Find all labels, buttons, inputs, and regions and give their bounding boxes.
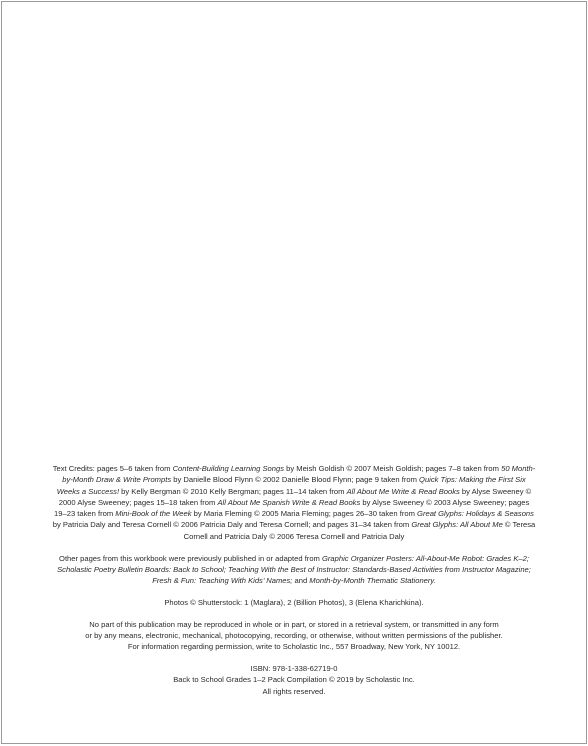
title-italic: Quick Tips: Making the First Six Weeks a Success! bbox=[56, 475, 526, 496]
text-credits bbox=[52, 463, 536, 542]
isbn: ISBN: 978-1-338-62719-0 bbox=[250, 664, 338, 674]
photo-credits: Photos © Shutterstock: 1 (Maglara), 2 (Billion Photos), 3 (Elena Kharichkina). bbox=[164, 597, 424, 607]
rights-line-1: No part of this publication may be reproduced in whole or in part, or stored in a retrieval system, or transmitted in any form bbox=[89, 619, 499, 629]
text-run: by Danielle Blood Flynn © 2002 Danielle Blood Flynn; page 9 taken from bbox=[171, 475, 420, 485]
title-italic: Month-by-Month Thematic Stationery. bbox=[309, 576, 436, 586]
text-run: Text Credits: pages 5–6 taken from bbox=[52, 464, 173, 473]
credits-block bbox=[52, 463, 536, 697]
title-italic: Mini-Book of the Week bbox=[115, 509, 192, 519]
other-pages-credits bbox=[52, 553, 536, 587]
text-run: by Maria Fleming © 2005 Maria Fleming; pages 26–30 taken from bbox=[191, 509, 418, 519]
title-italic: All About Me Write & Read Books bbox=[346, 486, 460, 496]
text-run: and bbox=[292, 576, 310, 586]
title-italic: Graphic Organizer Posters: All-About-Me Robot: Grades K–2; Scholastic Poetry Bulletin Boards: Back to School; Teaching With the Best of Instructor: Standards-Based Activities from Instructor Magazine; Fresh & Fun: Teaching With Kids’ Names; bbox=[57, 553, 531, 586]
compilation-copyright: Back to School Grades 1–2 Pack Compilation © 2019 by Scholastic Inc. bbox=[173, 675, 415, 685]
text-run: Other pages from this workbook were previously published in or adapted from bbox=[59, 553, 322, 563]
text-run: © Teresa Cornell and Patricia Daly © 2006 Teresa Cornell and Patricia Daly bbox=[183, 520, 536, 541]
title-italic: Great Glyphs: Holidays & Seasons bbox=[417, 509, 534, 519]
rights-line-3: For information regarding permission, write to Scholastic Inc., 557 Broadway, New York, NY 10012. bbox=[127, 642, 461, 652]
title-italic: Great Glyphs: All About Me bbox=[411, 520, 503, 530]
title-italic: All About Me Spanish Write & Read Books bbox=[217, 497, 361, 507]
text-run: by Meish Goldish © 2007 Meish Goldish; pages 7–8 taken from bbox=[284, 464, 502, 473]
text-run: by Alyse Sweeney © 2003 Alyse Sweeney; pages 19–23 taken from bbox=[54, 497, 530, 519]
all-rights-reserved: All rights reserved. bbox=[262, 686, 326, 696]
title-italic: 50 Month-by-Month Draw & Write Prompts bbox=[62, 464, 536, 485]
title-italic: Content-Building Learning Songs bbox=[172, 464, 285, 473]
rights-line-2: or by any means, electronic, mechanical, photocopying, recording, or otherwise, without written permissions of the publisher. bbox=[85, 631, 503, 641]
text-run: by Patricia Daly and Teresa Cornell © 2006 Patricia Daly and Teresa Cornell; and pages 31–34 taken from bbox=[52, 520, 412, 530]
rights-notice bbox=[52, 619, 536, 653]
text-run: by Alyse Sweeney © 2000 Alyse Sweeney; pages 15–18 taken from bbox=[58, 486, 532, 507]
copyright-page bbox=[1, 1, 587, 744]
text-run: by Kelly Bergman © 2010 Kelly Bergman; pages 11–14 taken from bbox=[119, 486, 347, 496]
